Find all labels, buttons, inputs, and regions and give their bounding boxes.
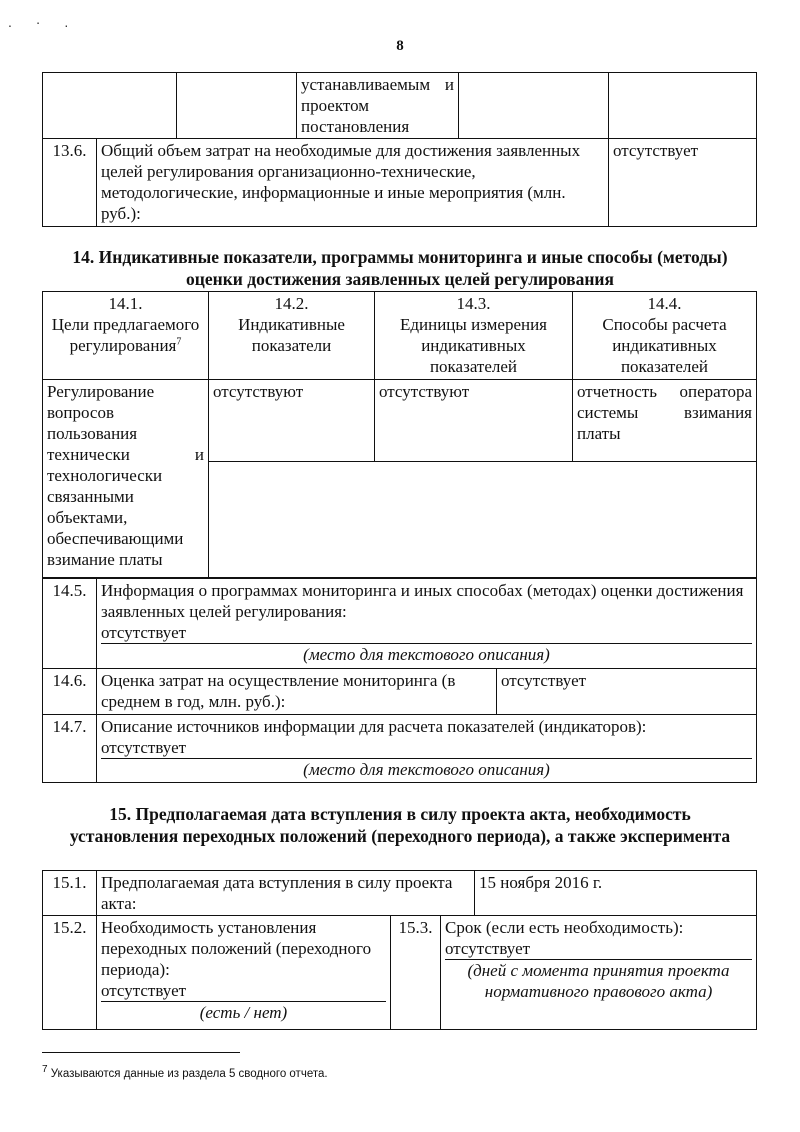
row-number: 15.3. xyxy=(391,916,441,1030)
scan-dots: . · . xyxy=(8,14,79,30)
page-number: 8 xyxy=(396,38,404,54)
footnote-divider xyxy=(42,1052,240,1053)
table-row xyxy=(43,871,757,916)
row-number: 14.6. xyxy=(43,669,97,715)
table-row xyxy=(43,715,757,783)
indicators-table xyxy=(42,291,757,578)
section-15-heading: 15. Предполагаемая дата вступления в силу проекта акта, необходимость установления переходных положений (переходного периода), а также эксперимента xyxy=(69,804,731,846)
placeholder-caption: (место для текстового описания) xyxy=(303,760,550,779)
row-number: 13.6. xyxy=(43,139,97,227)
indicators-cell: отсутствуют xyxy=(209,380,375,462)
monitoring-cost-value: отсутствует xyxy=(497,669,757,715)
monitoring-info-value: отсутствует xyxy=(101,622,752,644)
header-indicators: 14.2. Индикативные показатели xyxy=(209,292,375,380)
table-row xyxy=(43,669,757,715)
table-row xyxy=(43,579,757,669)
yes-no-caption: (есть / нет) xyxy=(199,1003,288,1022)
header-methods: 14.4. Способы расчета индикативных показателей xyxy=(573,292,757,380)
row-number: 15.2. xyxy=(43,916,97,1030)
days-caption: (дней с момента принятия проекта нормативного правового акта) xyxy=(467,961,730,1001)
total-costs-label: Общий объем затрат на необходимые для достижения заявленных целей регулирования организационно-технические, методологические, информационные и иные мероприятия (млн. руб.): xyxy=(97,139,609,227)
header-goals: 14.1. Цели предлагаемого регулирования$^7$ xyxy=(43,292,209,380)
methods-cell: отчетность оператора системы взимания платы xyxy=(573,380,757,462)
continued-cell: устанавливаемым и проектом постановления xyxy=(297,73,459,139)
header-units: 14.3. Единицы измерения индикативных показателей xyxy=(375,292,573,380)
effective-date-value: 15 ноября 2016 г. xyxy=(475,871,757,916)
table-row xyxy=(43,380,757,462)
section-14-heading: 14. Индикативные показатели, программы мониторинга и иные способы (методы) оценки достижения заявленных целей регулирования xyxy=(72,247,728,289)
table-row xyxy=(43,139,757,227)
effective-date-table xyxy=(42,870,757,1030)
row-number: 14.7. xyxy=(43,715,97,783)
sources-info-value: отсутствует xyxy=(101,737,752,759)
monitoring-table xyxy=(42,578,757,783)
monitoring-cost-label: Оценка затрат на осуществление мониторинга (в среднем в год, млн. руб.): xyxy=(97,669,497,715)
transition-need-value: отсутствует xyxy=(101,980,386,1002)
goal-cell: Регулирование вопросов пользования технически и технологически связанными объектами, обеспечивающими взимание платы xyxy=(43,380,209,578)
transition-need: Необходимость установления переходных положений (переходного периода): отсутствует (есть / нет) xyxy=(97,916,391,1030)
sources-info: Описание источников информации для расчета показателей (индикаторов): отсутствует (место для текстового описания) xyxy=(97,715,757,783)
total-costs-value: отсутствует xyxy=(609,139,757,227)
placeholder-caption: (место для текстового описания) xyxy=(303,645,550,664)
effective-date-label: Предполагаемая дата вступления в силу проекта акта: xyxy=(97,871,475,916)
transition-term: Срок (если есть необходимость): отсутствует (дней с момента принятия проекта нормативного правового акта) xyxy=(441,916,757,1030)
row-number: 14.5. xyxy=(43,579,97,669)
row-number: 15.1. xyxy=(43,871,97,916)
monitoring-info: Информация о программах мониторинга и иных способах (методах) оценки достижения заявленных целей регулирования: отсутствует (место для текстового описания) xyxy=(97,579,757,669)
table-row xyxy=(43,73,757,139)
top-table xyxy=(42,72,757,227)
table-row xyxy=(43,916,757,1030)
footnote: $^7$ Указываются данные из раздела 5 сводного отчета. xyxy=(42,1064,328,1080)
table-header-row xyxy=(43,292,757,380)
units-cell: отсутствуют xyxy=(375,380,573,462)
transition-term-value: отсутствует xyxy=(445,938,752,960)
